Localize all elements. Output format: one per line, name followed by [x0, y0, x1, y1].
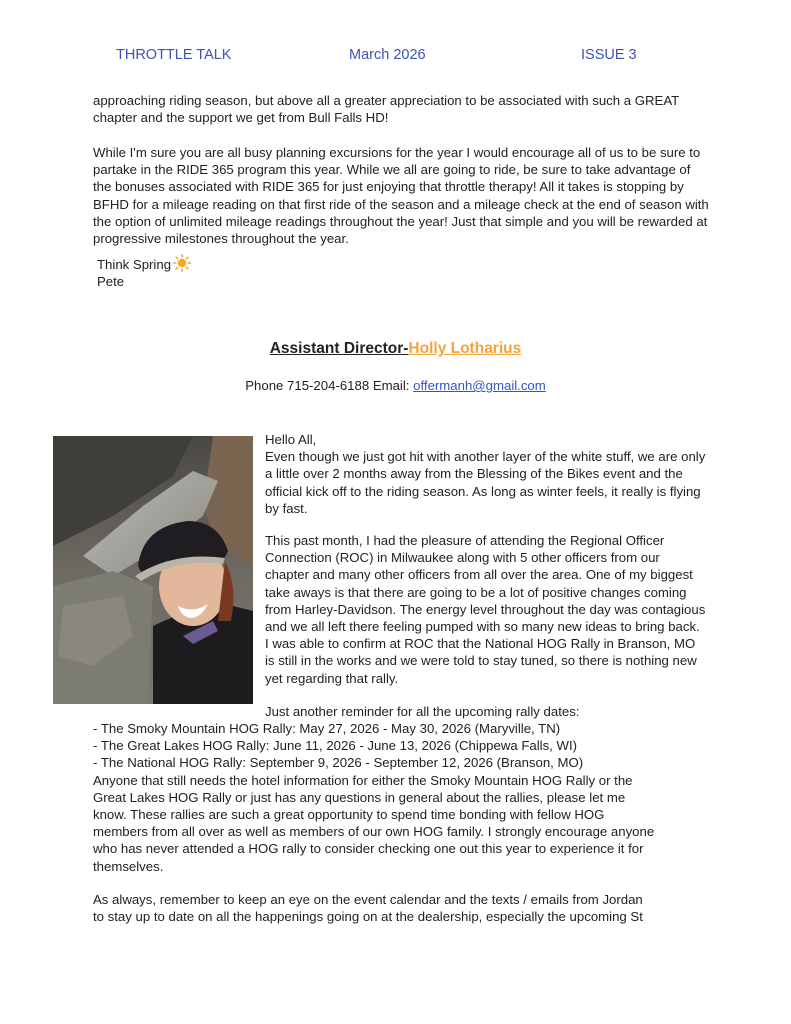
- text-line: the option of unlimited mileage readings throughout the year! Just that simple and you will be rewarded at: [93, 213, 708, 229]
- text-line: by fast.: [265, 500, 308, 516]
- text-line: This past month, I had the pleasure of attending the Regional Officer: [265, 533, 665, 548]
- text-line: who has never attended a HOG rally to consider checking one out this year to experience it for: [93, 841, 644, 857]
- text-line: Connection (ROC) in Milwaukee along with 5 other officers from our: [265, 550, 660, 566]
- rally-reminder: [265, 703, 579, 720]
- text-line: official kick off to the riding season. As long as winter feels, it really is flying: [265, 483, 701, 499]
- text-line: progressive milestones throughout the year.: [93, 231, 349, 247]
- text-line: As always, remember to keep an eye on the event calendar and the texts / emails from Jordan: [93, 892, 643, 907]
- intro-paragraph-1: [93, 92, 713, 126]
- sun-icon: [173, 254, 191, 272]
- text-line: I was able to confirm at ROC that the National HOG Rally in Branson, MO: [265, 636, 696, 652]
- text-line: members from all over as well as members of our own HOG family. I strongly encourage anyone: [93, 824, 655, 840]
- text-line: While I'm sure you are all busy planning excursions for the year I would encourage all of us to be sure to: [93, 145, 701, 160]
- signoff: [97, 254, 191, 290]
- body-paragraph-roc: [265, 532, 705, 687]
- text-line: a little over 2 months away from the Blessing of the Bikes event and the: [265, 466, 683, 482]
- text-line: Even though we just got hit with another layer of the white stuff, we are only: [265, 449, 706, 465]
- greeting: Hello All,: [265, 432, 317, 447]
- rally-item: - The National HOG Rally: September 9, 2026 - September 12, 2026 (Branson, MO): [93, 755, 584, 771]
- body-paragraph-closing: [93, 891, 713, 925]
- text-line: and we all left there feeling pumped with so many new ideas to bring back.: [265, 619, 700, 635]
- profile-photo: [53, 436, 253, 704]
- text-line: to stay up to date on all the happenings going on at the dealership, especially the upcoming St: [93, 909, 643, 925]
- newsletter-title: THROTTLE TALK: [116, 47, 232, 63]
- rally-item: - The Great Lakes HOG Rally: June 11, 2026 - June 13, 2026 (Chippewa Falls, WI): [93, 738, 578, 754]
- rally-list: [93, 720, 713, 875]
- text-line: approaching riding season, but above all a greater appreciation to be associated with such a GREAT: [93, 93, 680, 108]
- contact-phone: Phone 715-204-6188 Email:: [245, 378, 410, 393]
- text-line: BFHD for a mileage reading on that first ride of the season and a mileage check at the end of season with: [93, 196, 709, 212]
- text-line: Just another reminder for all the upcoming rally dates:: [265, 704, 580, 719]
- text-line: Anyone that still needs the hotel information for either the Smoky Mountain HOG Rally or the: [93, 772, 633, 788]
- section-role: Assistant Director-: [269, 340, 409, 357]
- text-line: yet regarding that rally.: [265, 670, 399, 686]
- text-line: is still in the works and we were told to stay tuned, so there is nothing new: [265, 653, 697, 669]
- text-line: chapter and the support we get from Bull Falls HD!: [93, 110, 389, 126]
- email-link[interactable]: offermanh@gmail.com: [413, 378, 546, 393]
- body-greeting-block: [265, 431, 705, 517]
- intro-paragraph-2: [93, 144, 713, 247]
- rally-item: - The Smoky Mountain HOG Rally: May 27, 2026 - May 30, 2026 (Maryville, TN): [93, 721, 561, 736]
- section-name: Holly Lotharius: [408, 340, 522, 357]
- text-line: chapter and many other officers from all over the area. One of my biggest: [265, 567, 693, 583]
- text-line: from Harley-Davidson. The energy level throughout the day was contagious: [265, 601, 706, 617]
- text-line: take aways is that there are going to be a lot of positive changes coming: [265, 584, 687, 600]
- newsletter-header: [0, 47, 791, 65]
- text-line: Great Lakes HOG Rally or just has any questions in general about the rallies, please let me: [93, 789, 626, 805]
- signoff-text: Think Spring: [97, 257, 172, 272]
- signature: Pete: [97, 274, 125, 289]
- text-line: partake in the RIDE 365 program this year. While we all are going to ride, be sure to take advantage of: [93, 162, 691, 178]
- text-line: know. These rallies are such a great opportunity to spend time bonding with fellow HOG: [93, 807, 605, 823]
- contact-line: [0, 378, 791, 393]
- text-line: themselves.: [93, 858, 164, 874]
- text-line: the bonuses associated with RIDE 365 for just enjoying that throttle therapy! All it takes is stopping by: [93, 179, 684, 195]
- issue-date: March 2026: [349, 47, 426, 63]
- issue-number: ISSUE 3: [581, 47, 637, 63]
- section-heading: [0, 340, 791, 358]
